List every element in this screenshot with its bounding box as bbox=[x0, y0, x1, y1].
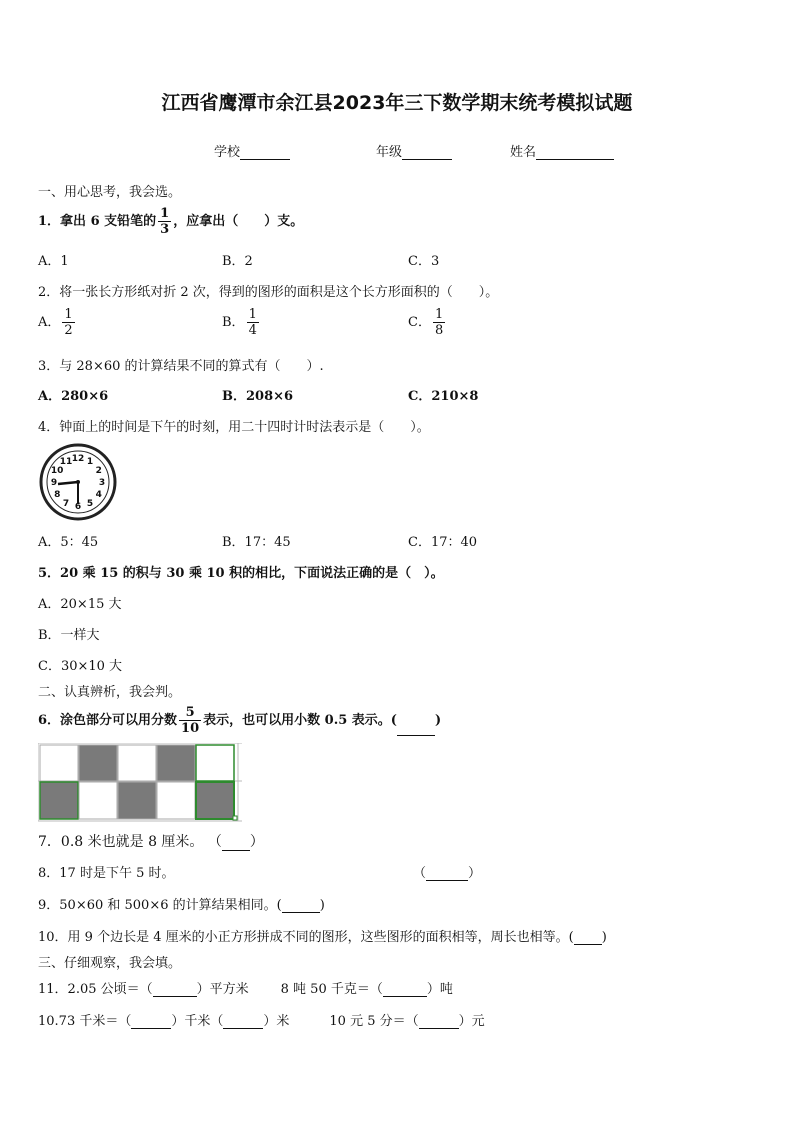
q3-option-b[interactable]: B．208×6 bbox=[222, 389, 294, 404]
clock-number: 9 bbox=[50, 478, 58, 488]
name-field[interactable] bbox=[510, 141, 614, 160]
q4-option-a[interactable]: A．5：45 bbox=[38, 535, 99, 550]
q3-option-c[interactable]: C．210×8 bbox=[408, 389, 479, 404]
q8-answer[interactable]: （ ） bbox=[413, 866, 482, 881]
clock-number: 12 bbox=[71, 454, 85, 464]
grid-cell-shaded bbox=[157, 745, 195, 781]
clock-number: 2 bbox=[95, 466, 102, 476]
shaded-grid-figure bbox=[38, 743, 242, 823]
clock-face-icon bbox=[38, 442, 118, 522]
q1-option-c[interactable]: C．3 bbox=[408, 254, 440, 269]
question-7: 7．0.8 米也就是 8 厘米。 （ ） bbox=[38, 834, 264, 850]
clock-number: 5 bbox=[86, 498, 94, 509]
question-8: 8．17 时是下午 5 时。 bbox=[38, 866, 175, 881]
school-blank[interactable] bbox=[240, 146, 290, 160]
grade-field[interactable] bbox=[376, 141, 452, 160]
question-12: 10.73 千米＝（ ）千米（ ）米 10 元 5 分＝（ ）元 bbox=[38, 1014, 485, 1029]
section-3-heading: 三、仔细观察，我会填。 bbox=[38, 956, 182, 971]
q2-option-a[interactable]: A． $\frac{1}{2}$ bbox=[38, 307, 73, 338]
page-title: 江西省鹰潭市余江县2023年三下数学期末统考模拟试题 bbox=[161, 92, 633, 114]
school-label: 学校 bbox=[214, 145, 241, 160]
question-5: 5．20 乘 15 的积与 30 乘 10 积的相比，下面说法正确的是（ ）。 bbox=[38, 566, 444, 581]
question-3: 3．与 28×60 的计算结果不同的算式有（ ）. bbox=[38, 359, 324, 374]
q8-answer-blank bbox=[426, 868, 468, 881]
grade-label: 年级 bbox=[376, 145, 403, 160]
q12-blank-1[interactable] bbox=[131, 1016, 171, 1029]
clock-number: 7 bbox=[62, 498, 70, 509]
q6-answer-blank[interactable] bbox=[397, 723, 435, 736]
q2-option-b[interactable]: B． $\frac{1}{4}$ bbox=[222, 307, 257, 338]
clock-number: 3 bbox=[98, 478, 106, 488]
grid-cell bbox=[196, 745, 234, 781]
q11-blank-2[interactable] bbox=[383, 984, 427, 997]
name-label: 姓名 bbox=[510, 145, 537, 160]
grid-cell bbox=[79, 782, 117, 819]
question-10: 10．用 9 个边长是 4 厘米的小正方形拼成不同的图形，这些图形的面积相等，周长也相等。( ) bbox=[38, 930, 607, 945]
clock-number: 8 bbox=[54, 490, 61, 500]
fraction-q6: $\frac{5}{10}$ bbox=[181, 705, 200, 736]
grid-cell bbox=[40, 745, 78, 781]
q4-option-b[interactable]: B．17：45 bbox=[222, 535, 291, 550]
q10-answer-blank[interactable] bbox=[574, 932, 602, 945]
q1-option-a[interactable]: A．1 bbox=[38, 254, 69, 269]
q9-answer-blank[interactable] bbox=[282, 900, 320, 913]
q5-option-c[interactable]: C．30×10 大 bbox=[38, 659, 123, 674]
grade-blank[interactable] bbox=[402, 146, 452, 160]
q12-blank-3[interactable] bbox=[419, 1016, 459, 1029]
q3-option-a[interactable]: A．280×6 bbox=[38, 389, 109, 404]
q5-option-a[interactable]: A．20×15 大 bbox=[38, 597, 122, 612]
question-11: 11．2.05 公顷＝（ ）平方米 8 吨 50 千克＝（ ）吨 bbox=[38, 982, 453, 997]
name-blank[interactable] bbox=[536, 146, 614, 160]
q2-option-c[interactable]: C． $\frac{1}{8}$ bbox=[408, 307, 444, 338]
fraction-q1: $\frac{1}{3}$ bbox=[160, 206, 170, 237]
section-2-heading: 二、认真辨析，我会判。 bbox=[38, 685, 182, 700]
clock-number: 1 bbox=[86, 457, 94, 468]
q11-blank-1[interactable] bbox=[153, 984, 197, 997]
school-field[interactable] bbox=[214, 141, 290, 160]
grid-cell-shaded bbox=[79, 745, 117, 781]
clock-number: 11 bbox=[59, 457, 73, 468]
grid-cell-shaded bbox=[118, 782, 156, 819]
clock-number: 10 bbox=[50, 466, 64, 476]
q12-blank-2[interactable] bbox=[223, 1016, 263, 1029]
question-9: 9．50×60 和 500×6 的计算结果相同。( ) bbox=[38, 898, 325, 913]
grid-cell bbox=[118, 745, 156, 781]
question-4: 4．钟面上的时间是下午的时刻，用二十四时计时法表示是（ ）。 bbox=[38, 420, 430, 435]
grid-cell-shaded bbox=[40, 782, 78, 819]
q4-option-c[interactable]: C．17：40 bbox=[408, 535, 478, 550]
q5-option-b[interactable]: B．一样大 bbox=[38, 628, 100, 643]
question-2: 2．将一张长方形纸对折 2 次，得到的图形的面积是这个长方形面积的（ ）。 bbox=[38, 285, 499, 300]
q7-answer-blank[interactable] bbox=[222, 838, 250, 851]
question-6: 6．涂色部分可以用分数 $\frac{5}{10}$ 表示，也可以用小数 0.5 表示。( ) bbox=[38, 705, 442, 736]
clock-number: 6 bbox=[74, 502, 82, 512]
q1-option-b[interactable]: B．2 bbox=[222, 254, 253, 269]
question-1: 1．拿出 6 支铅笔的 $\frac{1}{3}$ ，应拿出（ ）支。 bbox=[38, 206, 304, 237]
grid-cell-shaded bbox=[196, 782, 234, 819]
clock-number: 4 bbox=[95, 490, 102, 500]
section-1-heading: 一、用心思考，我会选。 bbox=[38, 185, 182, 200]
grid-cell bbox=[157, 782, 195, 819]
